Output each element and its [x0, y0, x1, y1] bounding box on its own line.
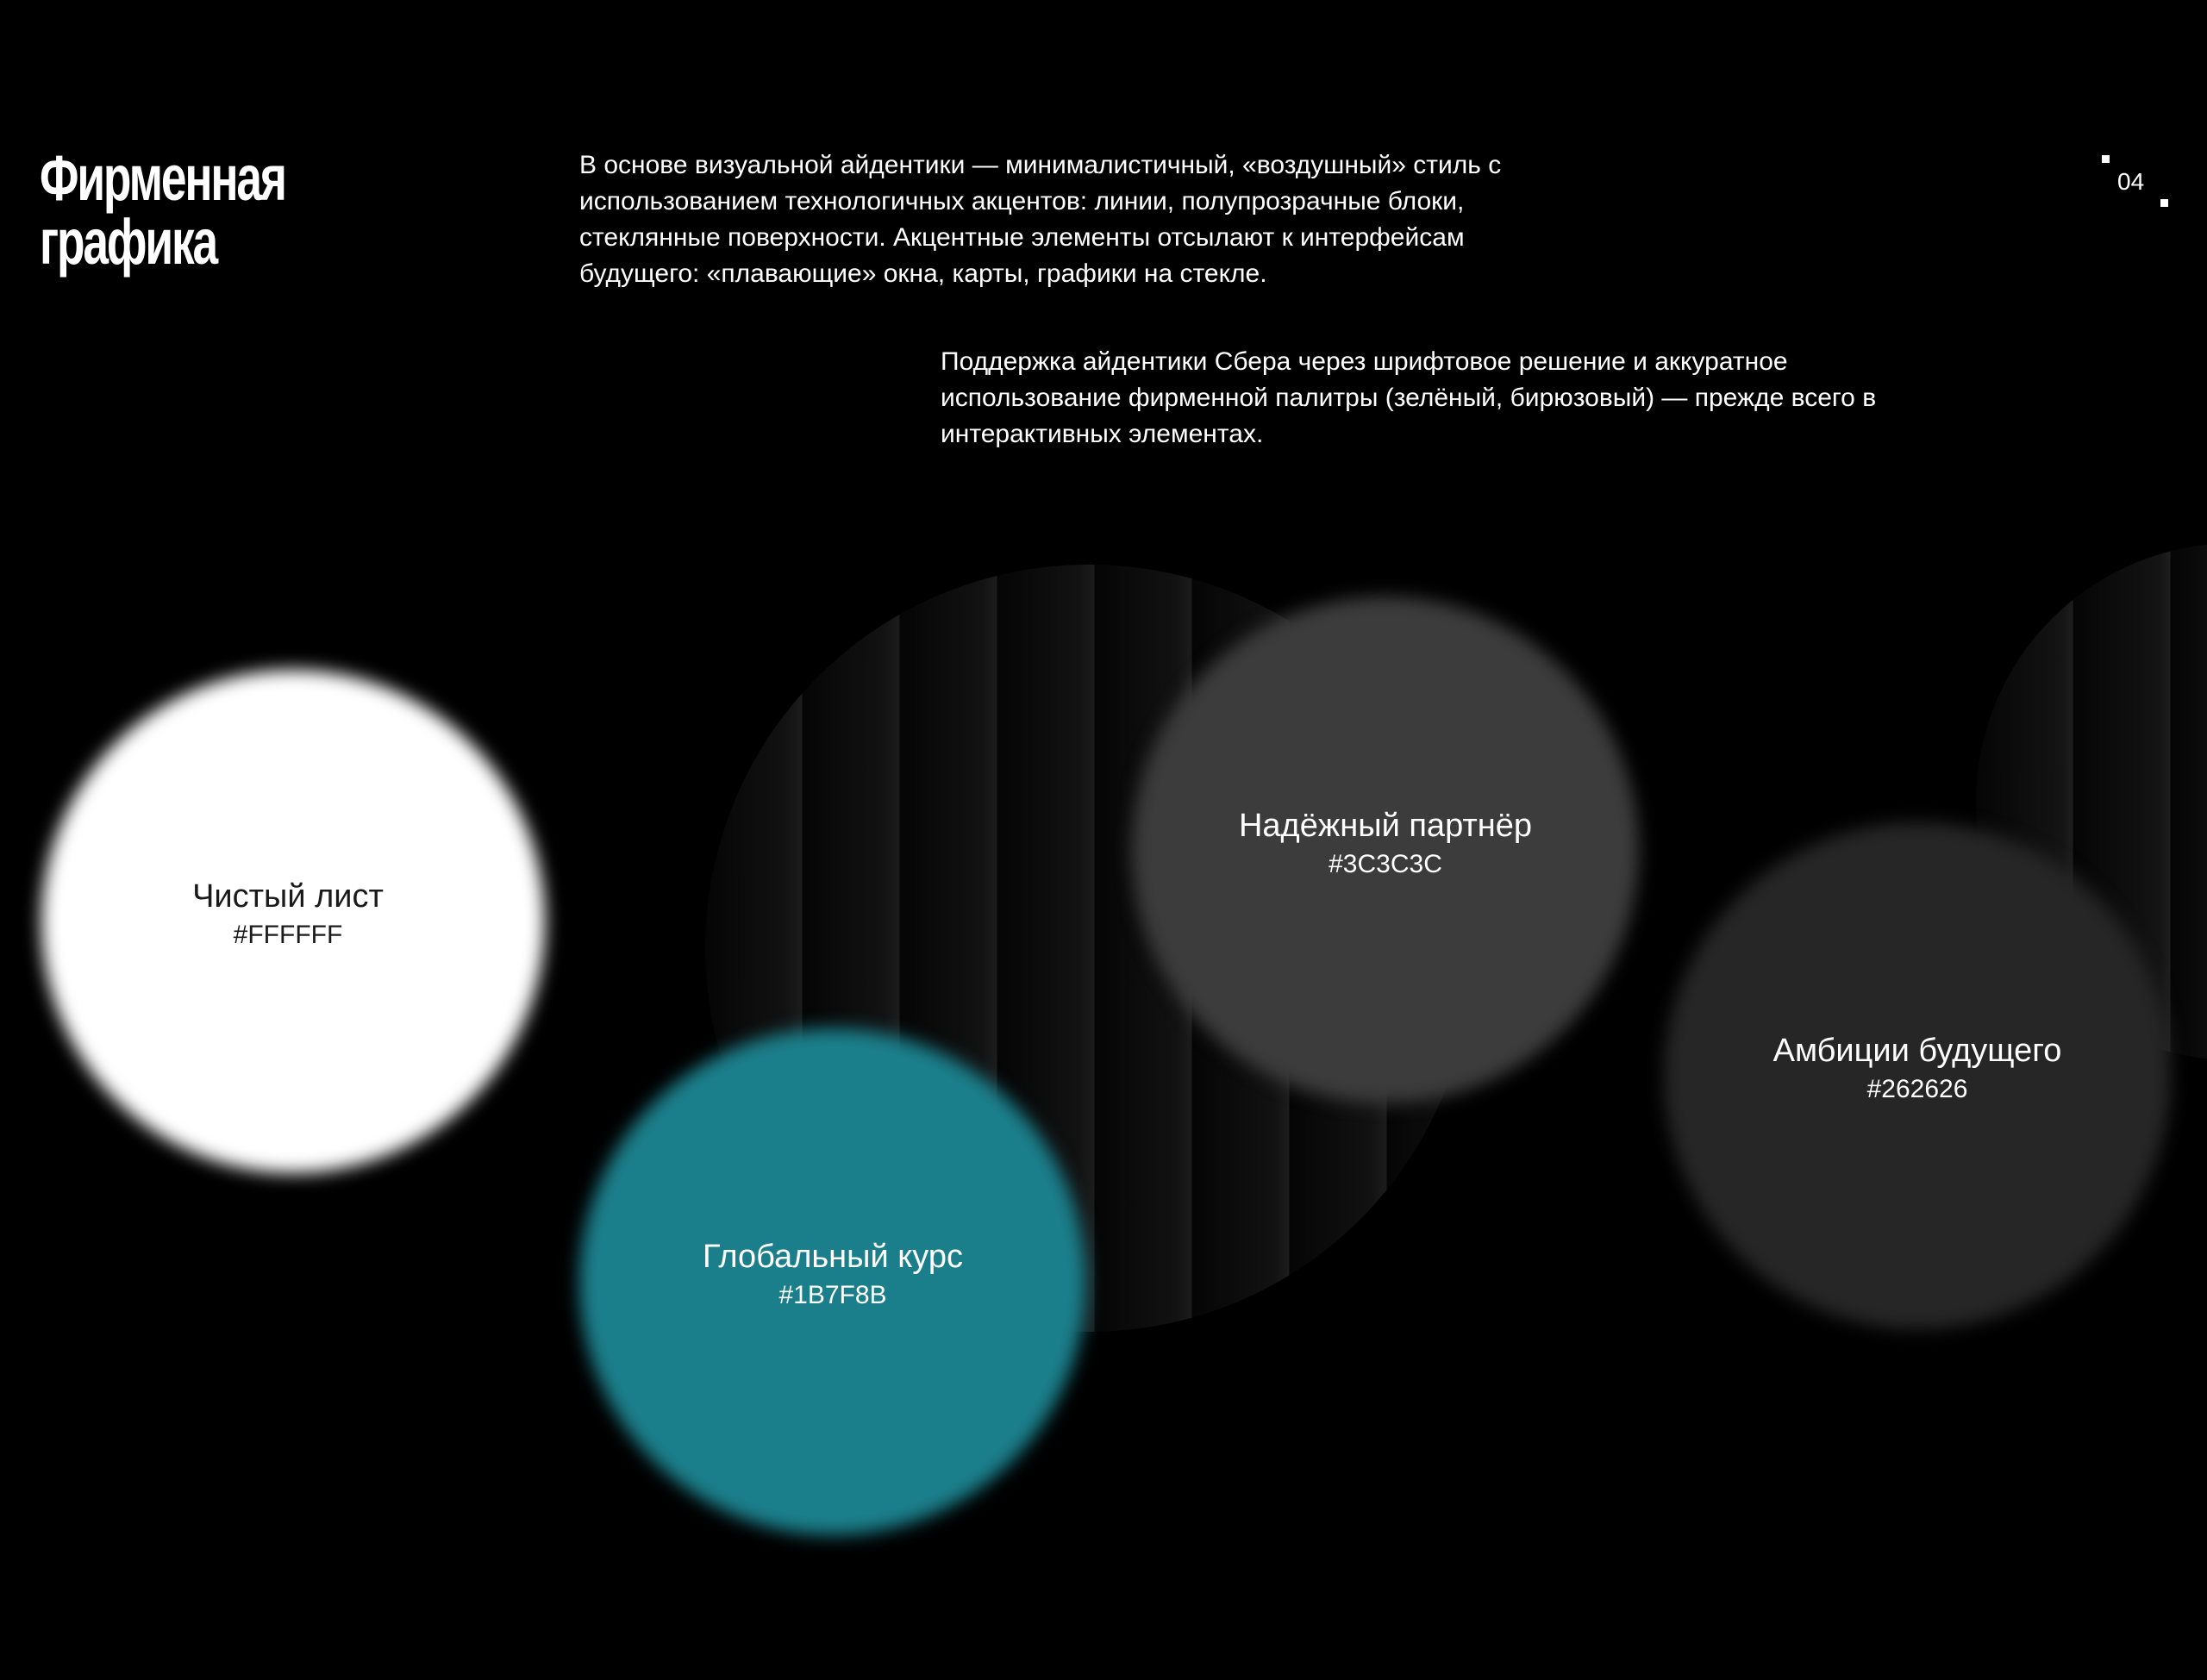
swatch-name: Чистый лист	[192, 878, 384, 915]
swatch-name: Амбиции будущего	[1772, 1033, 2062, 1069]
support-paragraph: Поддержка айдентики Сбера через шрифтовое решение и аккуратное использование фирменной палитры (зелёный, бирюзовый) — прежде всего в интерактивных элементах.	[941, 347, 1877, 448]
swatch-label-teal	[574, 1236, 1091, 1314]
swatch-hex: #FFFFFF	[233, 921, 343, 949]
swatch-label-dark	[1659, 1030, 2176, 1108]
page-title-line-2: графика	[40, 206, 216, 278]
corner-mark-bottom-right	[2160, 199, 2168, 207]
page-number: 04	[2117, 168, 2145, 195]
corner-mark-top-left	[2102, 155, 2110, 163]
page-title	[40, 142, 285, 278]
page-title-line-1: Фирменная	[40, 142, 285, 214]
swatch-name: Надёжный партнёр	[1238, 808, 1533, 844]
swatch-hex: #1B7F8B	[778, 1281, 887, 1309]
swatch-label-white	[29, 876, 547, 953]
swatch-name: Глобальный курс	[702, 1239, 963, 1275]
intro-paragraph: В основе визуальной айдентики — минималистичный, «воздушный» стиль с использованием технологичных акцентов: линии, полупрозрачные блоки, стеклянные поверхности. Акцентные элементы отсылают к интерфейсам будущего: «плавающие» окна, карты, графики на стекле.	[579, 151, 1502, 288]
swatch-hex: #3C3C3C	[1329, 850, 1442, 878]
swatch-hex: #262626	[1866, 1075, 1968, 1103]
swatch-label-gray	[1127, 805, 1644, 883]
